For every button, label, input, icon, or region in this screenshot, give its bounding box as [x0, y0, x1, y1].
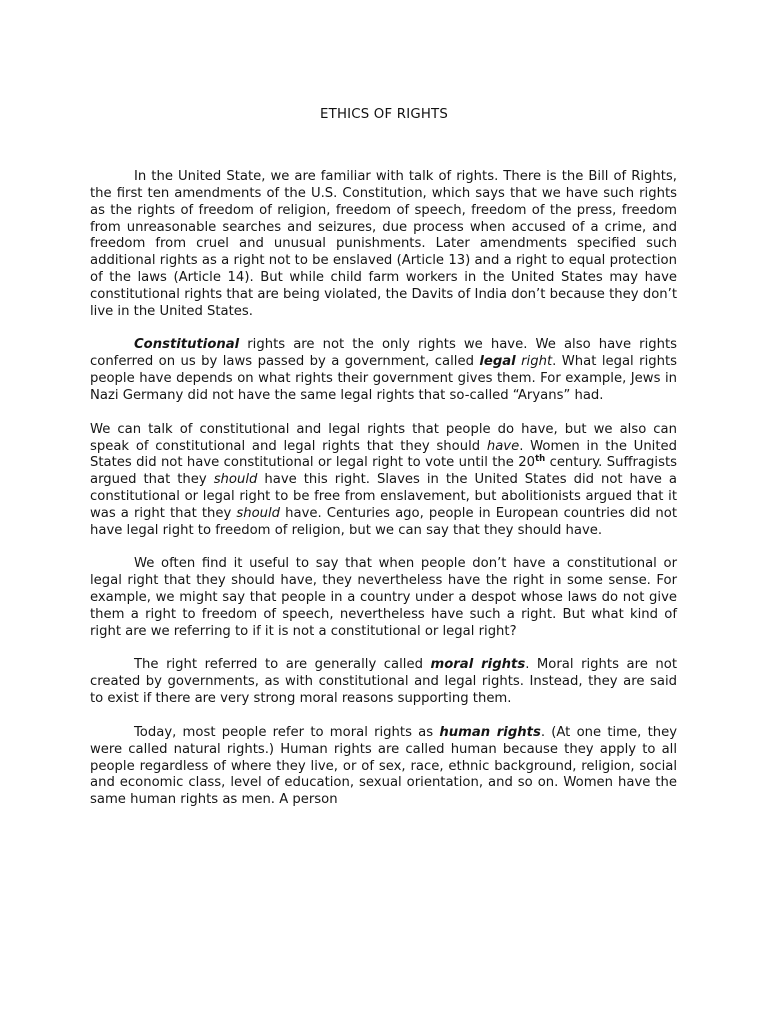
document-title: ETHICS OF RIGHTS: [320, 107, 448, 122]
text-run: . (At one time, they were called natural rights.) Human rights are called human because they apply to all people regardless of where they live, or of sex, race, ethnic background, religion, social and economic class, level of education, sexual orientation, and so on. Women have the same human rights as men. A person: [90, 724, 678, 808]
emphasized-term: Constitutional: [134, 337, 240, 353]
text-run: century. Suffragists argued that they: [90, 455, 678, 488]
text-run: . Women in the United States did not have constitutional or legal right to vote until the 20: [90, 438, 678, 471]
italic-text: have: [486, 438, 520, 454]
document-body: [90, 169, 677, 826]
paragraph: [90, 169, 677, 321]
text-run: . What legal rights people have depends on what rights their government gives them. For example, Jews in Nazi Germany did not have the same legal rights that so-called “Aryans” had.: [90, 354, 678, 403]
text-run: We can talk of constitutional and legal rights that people do have, but we also can speak of constitutional and legal rights that they should: [90, 421, 677, 454]
italic-text: right: [521, 354, 553, 370]
paragraph: [90, 556, 677, 640]
italic-text: should: [213, 472, 258, 488]
text-run: have. Centuries ago, people in European countries did not have legal right to freedom of religion, but we can say that they should have.: [90, 505, 677, 538]
text-run: In the United State, we are familiar with talk of rights. There is the Bill of Rights, the first ten amendments of the U.S. Constitution, which says that we have such rights as the rights of freedom of religion, freedom of speech, freedom of the press, freedom from unreasonable searches and seizures, due process when accused of a crime, and freedom from cruel and unusual punishments. Later amendments specified such additional rights as a right not to be enslaved (Article 13) and a right to equal protection of the laws (Article 14). But while child farm workers in the United States may have constitutional rights that are being violated, the Davits of India don’t because they don’t live in the United States.: [90, 169, 677, 319]
emphasized-term: human rights: [439, 724, 541, 740]
emphasized-term: moral rights: [430, 657, 526, 673]
emphasized-term: legal: [479, 354, 516, 370]
text-run: rights are not the only rights we have. We also have rights conferred on us by laws passed by a government, called: [90, 337, 677, 370]
paragraph: [90, 422, 677, 540]
text-run: . Moral rights are not created by governments, as with constitutional and legal rights. Instead, they are said to exist if there are very strong moral reasons supporting them.: [90, 657, 677, 707]
text-run: have this right. Slaves in the United States did not have a constitutional or legal right to be free from enslavement, but abolitionists argued that it was a right that they: [90, 472, 677, 521]
text-run: Today, most people refer to moral rights as: [134, 724, 440, 740]
paragraph: [90, 337, 677, 404]
superscript: th: [535, 454, 546, 465]
text-run: The right referred to are generally called: [134, 657, 431, 673]
text-run: We often find it useful to say that when people don’t have a constitutional or legal right that they should have, they nevertheless have the right in some sense. For example, we might say that people in a country under a despot whose laws do not give them a right to freedom of speech, nevertheless have such a right. But what kind of right are we referring to if it is not a constitutional or legal right?: [90, 556, 677, 639]
paragraph: [90, 657, 677, 708]
italic-text: should: [236, 505, 281, 521]
paragraph: [90, 725, 677, 809]
